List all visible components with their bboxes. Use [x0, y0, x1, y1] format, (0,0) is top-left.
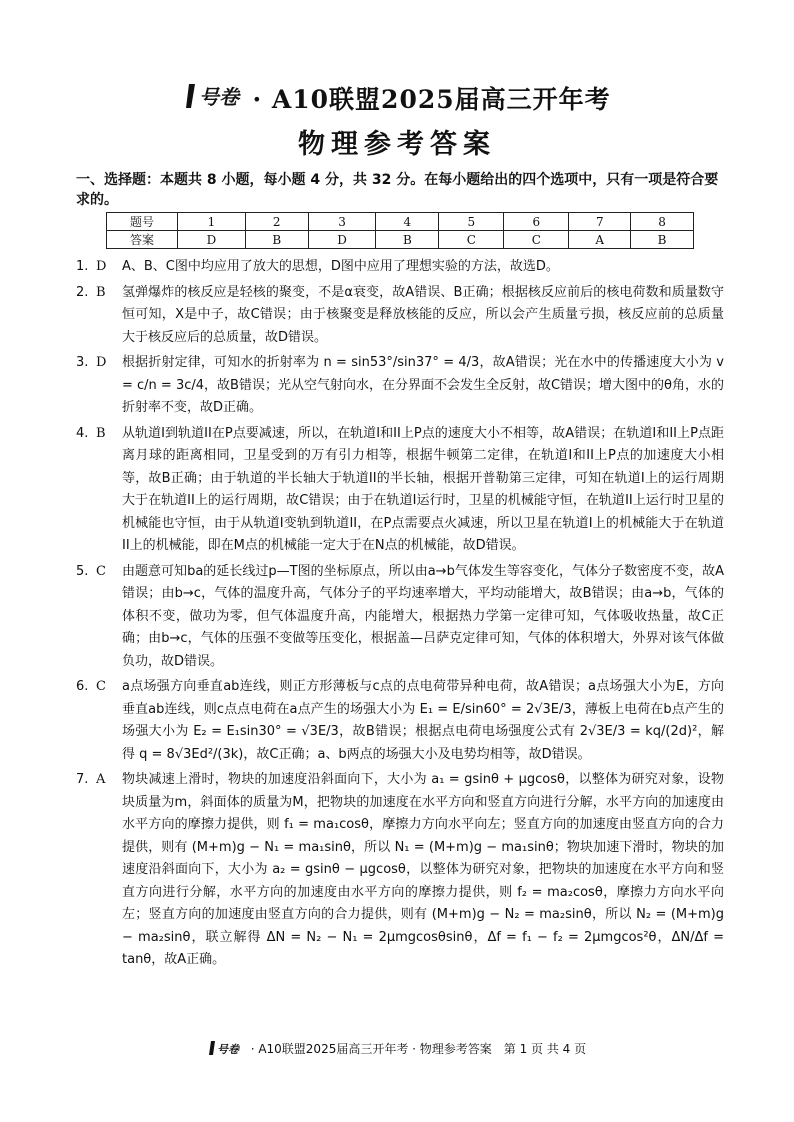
row-label: 答案	[107, 231, 178, 249]
table-cell: 2	[245, 213, 308, 231]
table-cell: 4	[376, 213, 439, 231]
item-text: a点场强方向垂直ab连线，则正方形薄板与c点的点电荷带异种电荷，故A错误；a点场强大小为E，方向垂直ab连线，则c点点电荷在a点产生的场强大小为 E₁ = E/sin60° = 2√3E/3，薄板上电荷在b点产生的场强大小为 E₂ = E₁sin30° = √3E/3，故B错误；根据点电荷电场强度公式有 2√3E/3 = kq/(2d)²，解得 q = 8√3Ed²/(3k)，故C正确；a、b两点的场强大小及电势均相等，故D错误。	[122, 679, 724, 762]
item-answer: C	[96, 679, 106, 694]
table-cell: B	[376, 231, 439, 249]
item-text: 从轨道I到轨道II在P点要减速，所以，在轨道I和II上P点的速度大小不相等，故A错误；在轨道I和II上P点距离月球的距离相同，卫星受到的万有引力相等，根据牛顿第二定律，在轨道I和II上P点的加速度大小相等，故B正确；由于轨道的半长轴大于轨道II的半长轴，根据开普勒第三定律，可知在轨道I上的运行周期大于在轨道II上的运行周期，故C错误；由于在轨道I运行时，卫星的机械能守恒，在轨道II上运行时卫星的机械能也守恒，由于从轨道I变轨到轨道II，在P点需要点火减速，所以卫星在轨道I上的机械能大于在轨道II上的机械能，即在M点的机械能一定大于在N点的机械能，故D错误。	[122, 425, 724, 553]
item-text: 由题意可知ba的延长线过p—T图的坐标原点，所以由a→b气体发生等容变化，气体分子数密度不变，故A错误；由b→c，气体的温度升高，气体分子的平均速率增大，平均动能增大，故B错误；由a→b，气体的体积不变，做功为零，但气体温度升高，内能增大，根据热力学第一定律可知，气体吸收热量，故C正确；由b→c，气体的压强不变做等压变化，根据盖—吕萨克定律可知，气体的体积增大，外界对该气体做负功，故D错误。	[122, 563, 724, 669]
table-cell: C	[439, 231, 504, 249]
item-text: 氢弹爆炸的核反应是轻核的聚变，不是α衰变，故A错误、B正确；根据核反应前后的核电荷数和质量数守恒可知，X是中子，故C错误；由于核聚变是释放核能的反应，所以会产生质量亏损，核反应前的总质量大于核反应后的总质量，故D错误。	[122, 284, 724, 345]
item-number: 5.	[76, 563, 89, 579]
item-number: 3.	[76, 355, 89, 370]
exam-title: · A10联盟2025届高三开年考	[252, 85, 611, 114]
table-cell: 7	[569, 213, 631, 231]
svg-text:号卷: 号卷	[216, 1043, 239, 1056]
list-item	[76, 769, 724, 972]
table-cell: A	[569, 231, 631, 249]
list-item	[76, 423, 724, 558]
item-number: 2.	[76, 284, 89, 300]
list-item	[76, 352, 724, 420]
table-cell: D	[178, 231, 246, 249]
svg-text:号卷: 号卷	[199, 85, 240, 109]
item-answer: D	[96, 259, 107, 274]
item-number: 6.	[76, 679, 89, 694]
item-answer: B	[96, 425, 106, 441]
item-answer: B	[96, 284, 106, 300]
list-item	[76, 282, 724, 350]
footer-text: · A10联盟2025届高三开年考 · 物理参考答案 第 1 页 共 4 页	[250, 1042, 587, 1056]
list-item	[76, 256, 724, 279]
row-label: 题号	[107, 213, 178, 231]
table-cell: 5	[439, 213, 504, 231]
table-row-answers	[107, 231, 694, 249]
item-text: 根据折射定律，可知水的折射率为 n = sin53°/sin37° = 4/3，故A错误；光在水中的传播速度大小为 v = c/n = 3c/4，故B错误；光从空气射向水，在分界面不会发生全反射，故C错误；增大图中的θ角，水的折射率不变，故D正确。	[122, 355, 724, 415]
table-cell: B	[631, 231, 694, 249]
table-cell: D	[308, 231, 376, 249]
brand-logo	[183, 81, 243, 115]
answer-table	[106, 212, 694, 249]
page-footer	[0, 1040, 794, 1059]
table-cell: 1	[178, 213, 246, 231]
item-number: 1.	[76, 259, 89, 274]
item-number: 4.	[76, 425, 89, 441]
table-cell: C	[504, 231, 569, 249]
section-heading: 一、选择题：本题共 8 小题，每小题 4 分，共 32 分。在每小题给出的四个选项中，只有一项是符合要求的。	[76, 172, 719, 208]
item-answer: D	[96, 355, 107, 370]
table-cell: 8	[631, 213, 694, 231]
list-item	[76, 676, 724, 766]
item-number: 7.	[76, 772, 89, 787]
explanations-list	[76, 256, 724, 975]
table-cell: 6	[504, 213, 569, 231]
footer-logo	[208, 1040, 244, 1059]
item-text: 物块减速上滑时，物块的加速度沿斜面向下，大小为 a₁ = gsinθ + μgcosθ，以整体为研究对象，设物块质量为m，斜面体的质量为M，把物块的加速度在水平方向和竖直方向进行分解，水平方向的加速度由水平方向的摩擦力提供，则 f₁ = ma₁cosθ，摩擦力方向水平向左；竖直方向的加速度由竖直方向的合力提供，则有 (M+m)g − N₁ = ma₁sinθ，所以 N₁ = (M+m)g − ma₁sinθ；物块加速下滑时，物块的加速度沿斜面向下，大小为 a₂ = gsinθ − μgcosθ，以整体为研究对象，把物块的加速度在水平方向和竖直方向进行分解，水平方向的加速度由水平方向的摩擦力提供，则 f₂ = ma₂cosθ，摩擦力方向水平向左；竖直方向的加速度由竖直方向的合力提供，则有 (M+m)g − N₂ = ma₂sinθ，所以 N₂ = (M+m)g − ma₂sinθ，联立解得 ΔN = N₂ − N₁ = 2μmgcosθsinθ，Δf = f₁ − f₂ = 2μmgcos²θ，ΔN/Δf = tanθ，故A正确。	[122, 772, 724, 967]
header	[0, 80, 794, 116]
page-title: 物理参考答案	[298, 129, 496, 160]
table-cell: 3	[308, 213, 376, 231]
item-answer: A	[96, 772, 106, 787]
table-row-numbers	[107, 213, 694, 231]
item-text: A、B、C图中均应用了放大的思想，D图中应用了理想实验的方法，故选D。	[122, 259, 559, 274]
list-item	[76, 561, 724, 674]
table-cell: B	[245, 231, 308, 249]
item-answer: C	[96, 563, 106, 579]
